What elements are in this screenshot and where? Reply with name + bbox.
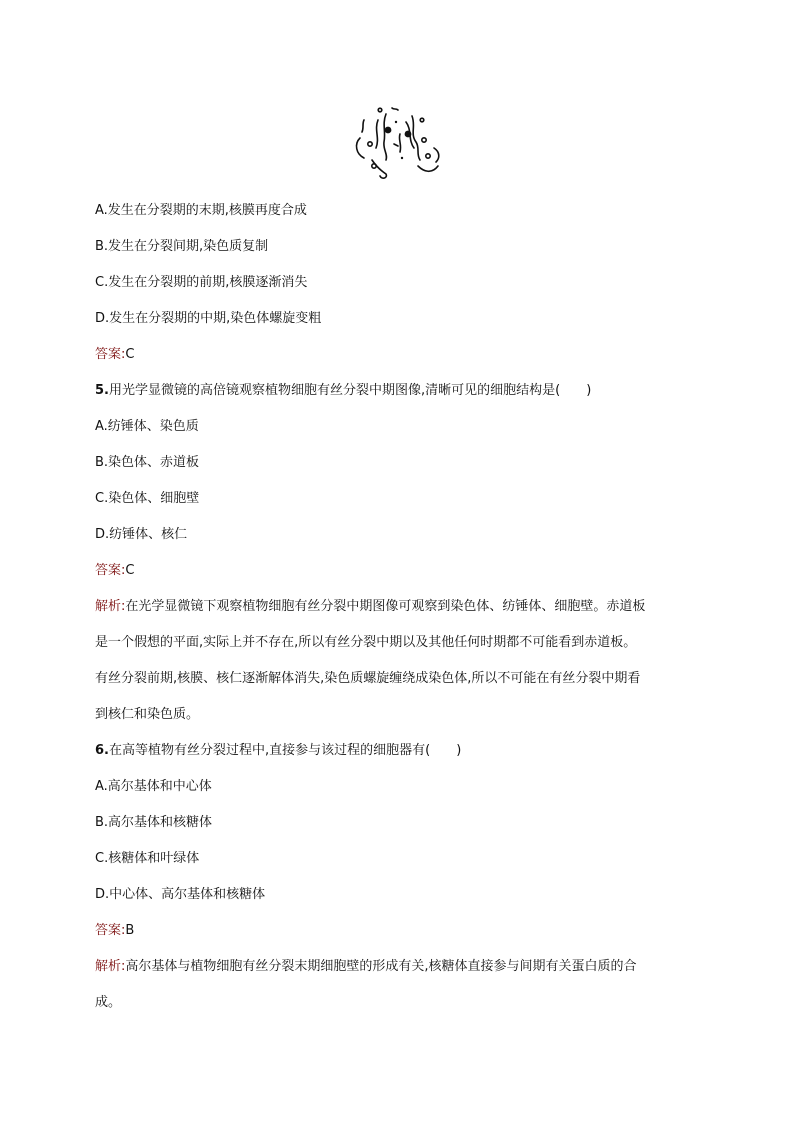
cell-division-figure	[350, 100, 446, 184]
answer-label: 答案:	[95, 923, 126, 938]
explanation-line: 有丝分裂前期,核膜、核仁逐渐解体消失,染色质螺旋缠绕成染色体,所以不可能在有丝分裂中期看	[95, 671, 641, 686]
explanation-line: 成。	[95, 995, 122, 1010]
q5-explanation	[95, 598, 700, 742]
answer-value: C	[125, 563, 135, 578]
explanation-line: 是一个假想的平面,实际上并不存在,所以有丝分裂中期以及其他任何时期都不可能看到赤道板。	[95, 635, 637, 650]
answer-value: C	[125, 347, 135, 362]
answer-value: B	[125, 923, 135, 938]
q5-option-b: B.染色体、赤道板	[95, 455, 200, 470]
explanation-line	[95, 598, 700, 634]
q5-answer	[95, 562, 134, 580]
explanation-text: 高尔基体与植物细胞有丝分裂末期细胞壁的形成有关,核糖体直接参与间期有关蛋白质的合	[125, 959, 637, 974]
q4-option-c: C.发生在分裂期的前期,核膜逐渐消失	[95, 275, 308, 290]
q6-explanation	[95, 958, 700, 1030]
question-text: 在高等植物有丝分裂过程中,直接参与该过程的细胞器有( )	[108, 743, 462, 758]
explanation-line: 到核仁和染色质。	[95, 707, 200, 722]
explanation-label: 解析:	[95, 959, 126, 974]
explanation-label: 解析:	[95, 599, 126, 614]
q6-option-c: C.核糖体和叶绿体	[95, 851, 200, 866]
question-number: 6.	[95, 743, 109, 758]
q5-option-d: D.纺锤体、核仁	[95, 527, 188, 542]
explanation-line	[95, 958, 700, 994]
q4-answer	[95, 346, 134, 364]
q4-option-b: B.发生在分裂间期,染色质复制	[95, 239, 269, 254]
q4-option-d: D.发生在分裂期的中期,染色体螺旋变粗	[95, 311, 322, 326]
q6-option-b: B.高尔基体和核糖体	[95, 815, 213, 830]
q6-option-a: A.高尔基体和中心体	[95, 779, 212, 794]
q6-option-d: D.中心体、高尔基体和核糖体	[95, 887, 266, 902]
question-number: 5.	[95, 383, 109, 398]
q5-stem	[95, 382, 591, 400]
answer-label: 答案:	[95, 563, 126, 578]
cell-mitosis-sketch-icon	[350, 100, 446, 184]
q4-option-a: A.发生在分裂期的末期,核膜再度合成	[95, 203, 307, 218]
q6-answer	[95, 922, 134, 940]
q6-stem	[95, 742, 461, 760]
answer-label: 答案:	[95, 347, 126, 362]
q5-option-a: A.纺锤体、染色质	[95, 419, 199, 434]
question-text: 用光学显微镜的高倍镜观察植物细胞有丝分裂中期图像,清晰可见的细胞结构是( )	[108, 383, 592, 398]
q5-option-c: C.染色体、细胞壁	[95, 491, 200, 506]
explanation-text: 在光学显微镜下观察植物细胞有丝分裂中期图像可观察到染色体、纺锤体、细胞壁。赤道板	[125, 599, 646, 614]
